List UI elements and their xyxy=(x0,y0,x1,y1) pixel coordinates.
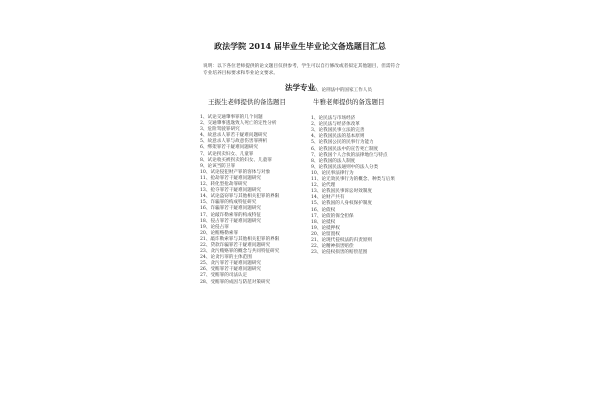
list-item: 3、论我国民事立法的完善 xyxy=(311,128,365,134)
list-item: 16、论债权 xyxy=(311,207,336,213)
list-item: 18、侵占罪若干疑难问题研究 xyxy=(200,218,261,224)
major-heading: 法学专业 xyxy=(285,83,315,92)
list-item: 6、论我国民法中的宣告死亡制度 xyxy=(311,146,379,152)
list-item: 9、论我国民法通则中的法人分类 xyxy=(311,164,379,170)
list-item: 10、论民事法律行为 xyxy=(311,170,354,176)
list-item: 20、论留置权 xyxy=(311,231,340,237)
list-item: 22、论精神损害赔偿 xyxy=(311,244,354,250)
list-item: 18、论抵权 xyxy=(311,219,336,225)
list-item: 24、论贪污罪的主体范围 xyxy=(200,255,252,261)
list-item: 27、受贿罪的司法认定 xyxy=(200,273,248,279)
list-item: 2、交通肇事逃逸致人死亡的定性分析 xyxy=(200,121,277,127)
list-item: 14、试论盗窃罪与其他相关犯罪的界限 xyxy=(200,194,280,200)
list-item: 19、论侵占罪 xyxy=(200,224,229,230)
list-item: 4、故意杀人罪若干疑难问题研究 xyxy=(200,133,268,139)
list-item: 8、试论收买被拐卖的妇女、儿童罪 xyxy=(200,157,272,163)
list-item: 5、论我国公民的民事行为能力 xyxy=(311,140,374,146)
right-lead-item: 30、论刑法中的国家工作人员 xyxy=(311,88,372,93)
list-item: 15、诈骗罪的构成特征研究 xyxy=(200,200,257,206)
list-item: 4、论我国民法的基本原则 xyxy=(311,134,365,140)
list-item: 17、论债的保全担保 xyxy=(311,213,354,219)
list-item: 1、论民法与市场经济 xyxy=(311,116,356,122)
list-item: 9、论该当防卫罪 xyxy=(200,163,236,169)
list-item: 12、论代理 xyxy=(311,183,336,189)
list-item: 13、论我国民事诉讼时效制度 xyxy=(311,189,372,195)
list-item: 11、抢劫罪若干疑难问题研究 xyxy=(200,175,261,181)
right-column xyxy=(311,88,403,256)
list-item: 14、论财产共有 xyxy=(311,195,345,201)
list-item: 25、贪污罪若干疑难问题研究 xyxy=(200,261,261,267)
list-item: 13、抢夺罪若干疑难问题研究 xyxy=(200,188,261,194)
left-column-heading: 王振生老师提供的备选题目 xyxy=(208,98,286,106)
list-item: 2、论民法与经济体改革 xyxy=(311,122,360,128)
list-item: 11、论无效民事行为的概念、种类与后果 xyxy=(311,177,395,183)
list-item: 7、论我国个人合伙的法律地位与特点 xyxy=(311,152,388,158)
list-item: 17、论敲诈勒索罪的构成特征 xyxy=(200,212,261,218)
list-item: 8、论我国的法人制度 xyxy=(311,158,356,164)
list-item: 12、转化型抢劫罪研究 xyxy=(200,182,248,188)
list-item: 16、诈骗罪若干疑难问题研究 xyxy=(200,206,261,212)
list-item: 1、试论交通肇事罪的几个问题 xyxy=(200,115,263,120)
document-title: 政法学院 2014 届毕业生毕业论文备选题目汇总 xyxy=(214,41,386,51)
list-item: 20、论贿赂勒索罪 xyxy=(200,230,239,236)
list-item: 3、危险驾驶罪研究 xyxy=(200,127,240,133)
list-item: 22、贷款诈骗罪若干疑难问题研究 xyxy=(200,242,271,248)
list-item: 19、论抵押权 xyxy=(311,225,340,231)
list-item: 7、试论拐卖妇女、儿童罪 xyxy=(200,151,254,157)
list-item: 21、论现代侵权法的归责原则 xyxy=(311,237,372,243)
list-item: 5、故意杀人罪与故意伤害罪辨析 xyxy=(200,139,268,145)
right-topic-list xyxy=(311,116,403,256)
left-topic-list xyxy=(200,115,300,286)
list-item: 26、受贿罪若干疑难问题研究 xyxy=(200,267,261,273)
document-note: 说明：以下各位老师提供的论文题目仅供参考，学生可以自行修改或者拟定其他题目，但需符合专业培养目标要求和毕业论文要求。 xyxy=(203,64,400,76)
list-item: 23、论侵权损害的赔偿范围 xyxy=(311,250,368,256)
left-column xyxy=(200,98,300,286)
list-item: 15、论我国的人身权保护制度 xyxy=(311,201,372,207)
list-item: 23、贪污贿赂罪的概念与共同特征研究 xyxy=(200,249,280,255)
list-item: 10、试论侵犯财产罪的客体与对象 xyxy=(200,169,271,175)
right-column-heading: 牛雅老师提供的备选题目 xyxy=(313,98,385,107)
list-item: 6、绑架罪若干疑难问题研究 xyxy=(200,145,259,151)
list-item: 28、受贿罪的成因与防范对策研究 xyxy=(200,279,271,285)
list-item: 21、敲诈勒索罪与其他相关犯罪的界限 xyxy=(200,236,280,242)
